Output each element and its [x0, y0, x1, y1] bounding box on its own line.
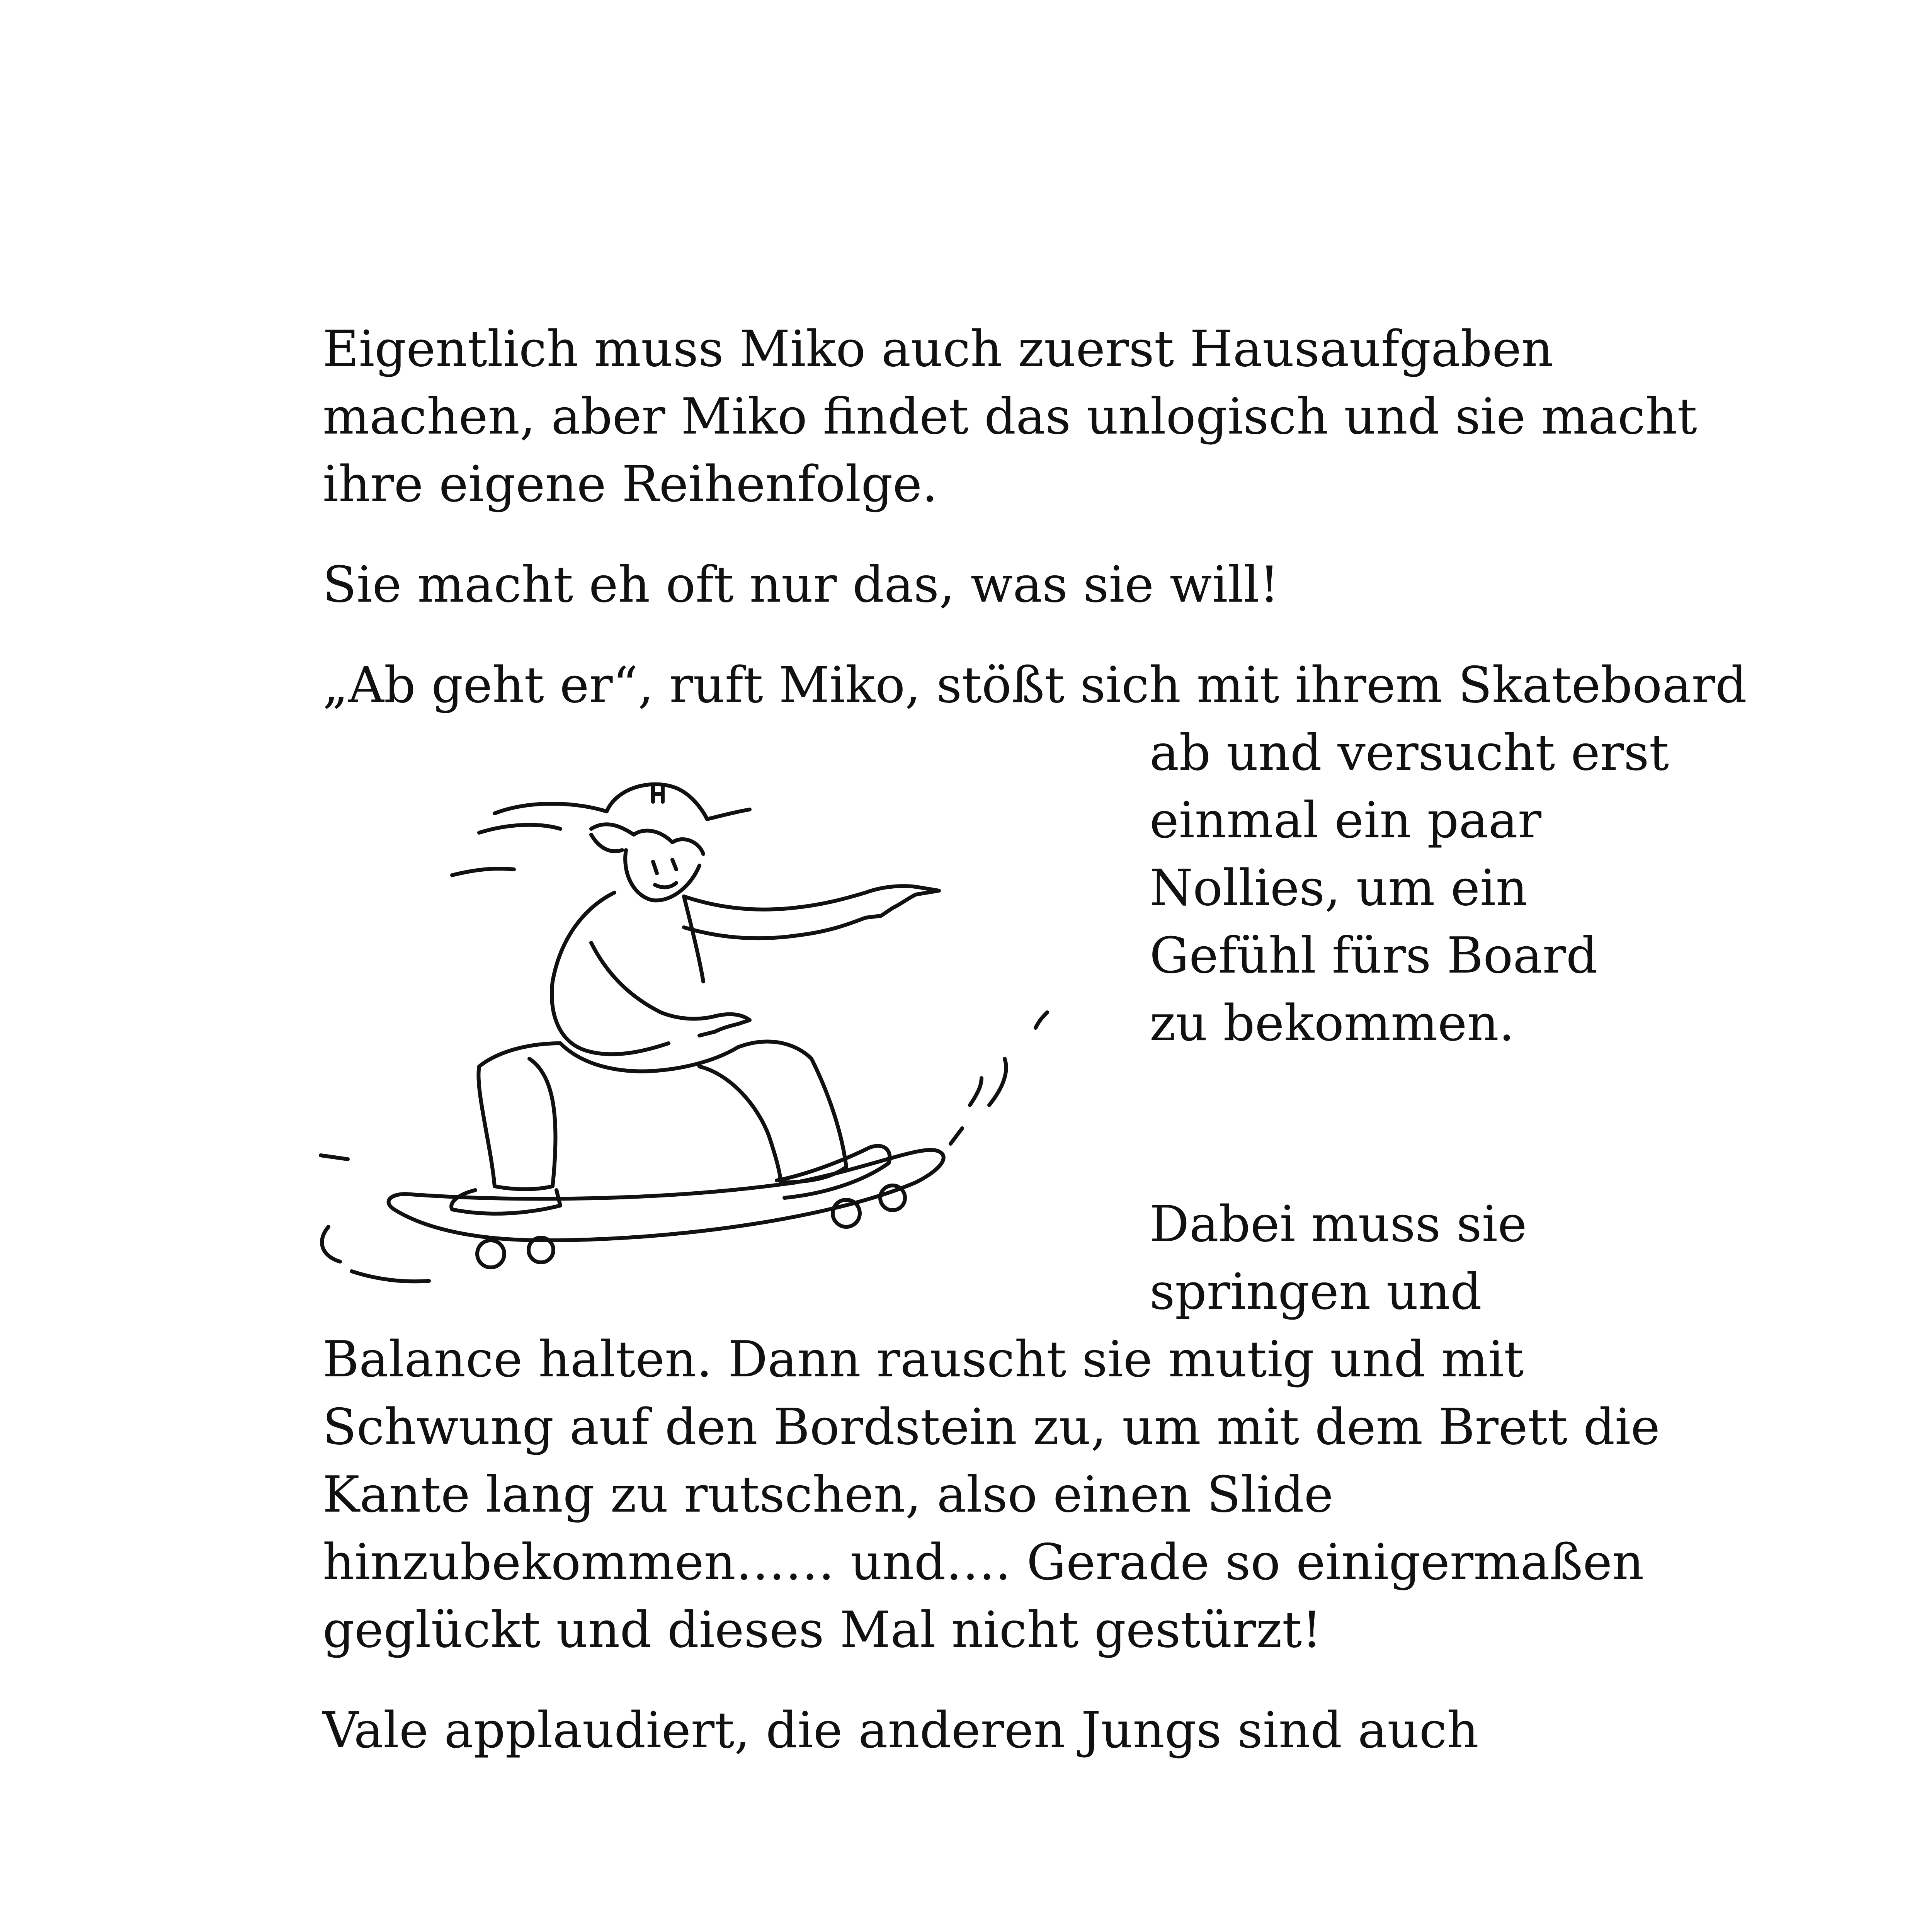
paragraph-3-line-3: einmal ein paar	[1150, 792, 1541, 849]
paragraph-1-line-3: ihre eigene Reihenfolge.	[323, 456, 938, 513]
paragraph-3-line-4: Nollies, um ein	[1150, 859, 1528, 917]
paragraph-4-line-2: springen und	[1150, 1263, 1482, 1321]
paragraph-4-line-7: geglückt und dieses Mal nicht gestürzt!	[323, 1601, 1322, 1659]
paragraph-4-line-3: Balance halten. Dann rauscht sie mutig und mit	[323, 1331, 1524, 1388]
paragraph-4-line-5: Kante lang zu rutschen, also einen Slide	[323, 1466, 1334, 1524]
paragraph-4-line-6: hinzubekommen…… und…. Gerade so einigermaßen	[323, 1534, 1644, 1591]
paragraph-3-line-1: „Ab geht er“, ruft Miko, stößt sich mit ihrem Skateboard	[323, 656, 1747, 714]
paragraph-1-line-2: machen, aber Miko findet das unlogisch und sie macht	[323, 388, 1697, 446]
paragraph-4-line-4: Schwung auf den Bordstein zu, um mit dem Brett die	[323, 1398, 1660, 1456]
paragraph-3-line-5: Gefühl fürs Board	[1150, 927, 1598, 985]
paragraph-4-line-1: Dabei muss sie	[1150, 1196, 1527, 1253]
paragraph-5-line-1: Vale applaudiert, die anderen Jungs sind auch	[323, 1702, 1479, 1759]
paragraph-3-line-2: ab und versucht erst	[1150, 724, 1669, 782]
paragraph-3-line-6: zu bekommen.	[1150, 995, 1515, 1052]
paragraph-2-line-1: Sie macht eh oft nur das, was sie will!	[323, 556, 1279, 614]
skateboarder-illustration	[313, 765, 1124, 1306]
paragraph-1-line-1: Eigentlich muss Miko auch zuerst Hausaufgaben	[323, 320, 1553, 378]
